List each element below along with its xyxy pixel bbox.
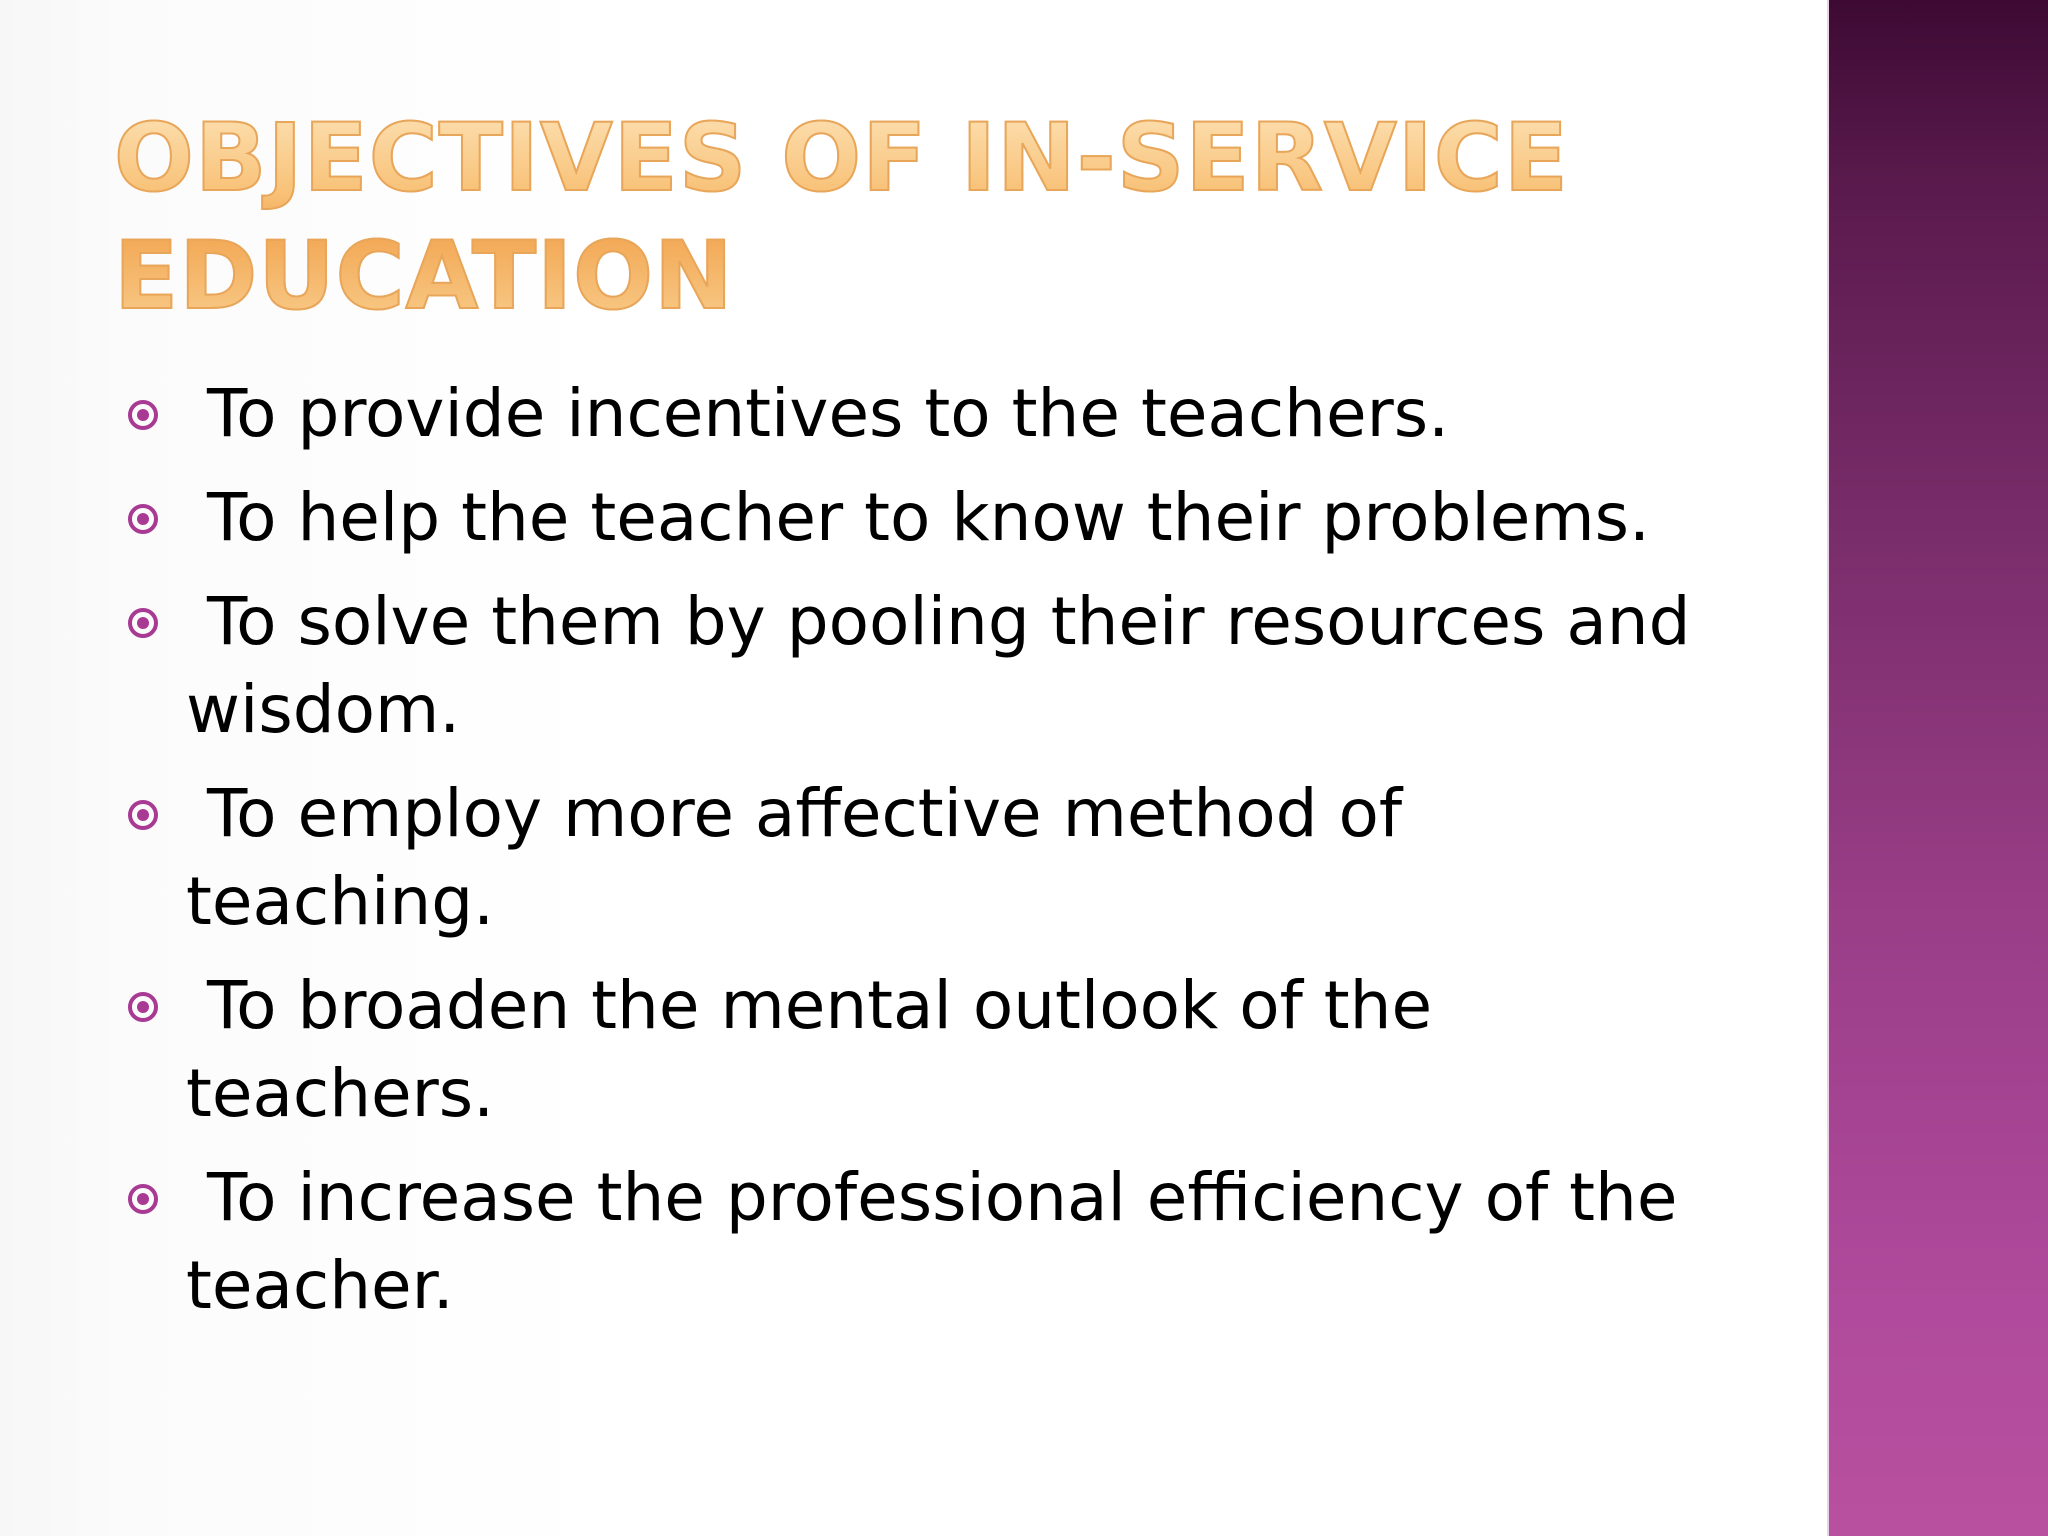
circled-dot-icon xyxy=(128,504,158,534)
bullet-text: To employ more affective method of teaching. xyxy=(186,775,1424,940)
list-item xyxy=(128,474,1728,562)
bullet-list xyxy=(128,370,1728,1346)
circled-dot-icon xyxy=(128,992,158,1022)
list-item xyxy=(128,770,1728,946)
list-item xyxy=(128,578,1728,754)
bullet-text: To broaden the mental outlook of the teachers. xyxy=(186,967,1454,1132)
circled-dot-icon xyxy=(128,608,158,638)
decorative-side-panel xyxy=(1827,0,2048,1536)
list-item xyxy=(128,962,1728,1138)
bullet-text: To solve them by pooling their resources and wisdom. xyxy=(186,583,1712,748)
slide-title: OBJECTIVES OF IN-SERVICE EDUCATION xyxy=(114,100,1764,336)
bullet-text: To increase the professional efficiency of the teacher. xyxy=(186,1159,1699,1324)
circled-dot-icon xyxy=(128,1184,158,1214)
circled-dot-icon xyxy=(128,400,158,430)
bullet-text: To provide incentives to the teachers. xyxy=(186,375,1450,452)
circled-dot-icon xyxy=(128,800,158,830)
list-item xyxy=(128,370,1728,458)
bullet-text: To help the teacher to know their problems. xyxy=(186,479,1650,556)
list-item xyxy=(128,1154,1728,1330)
